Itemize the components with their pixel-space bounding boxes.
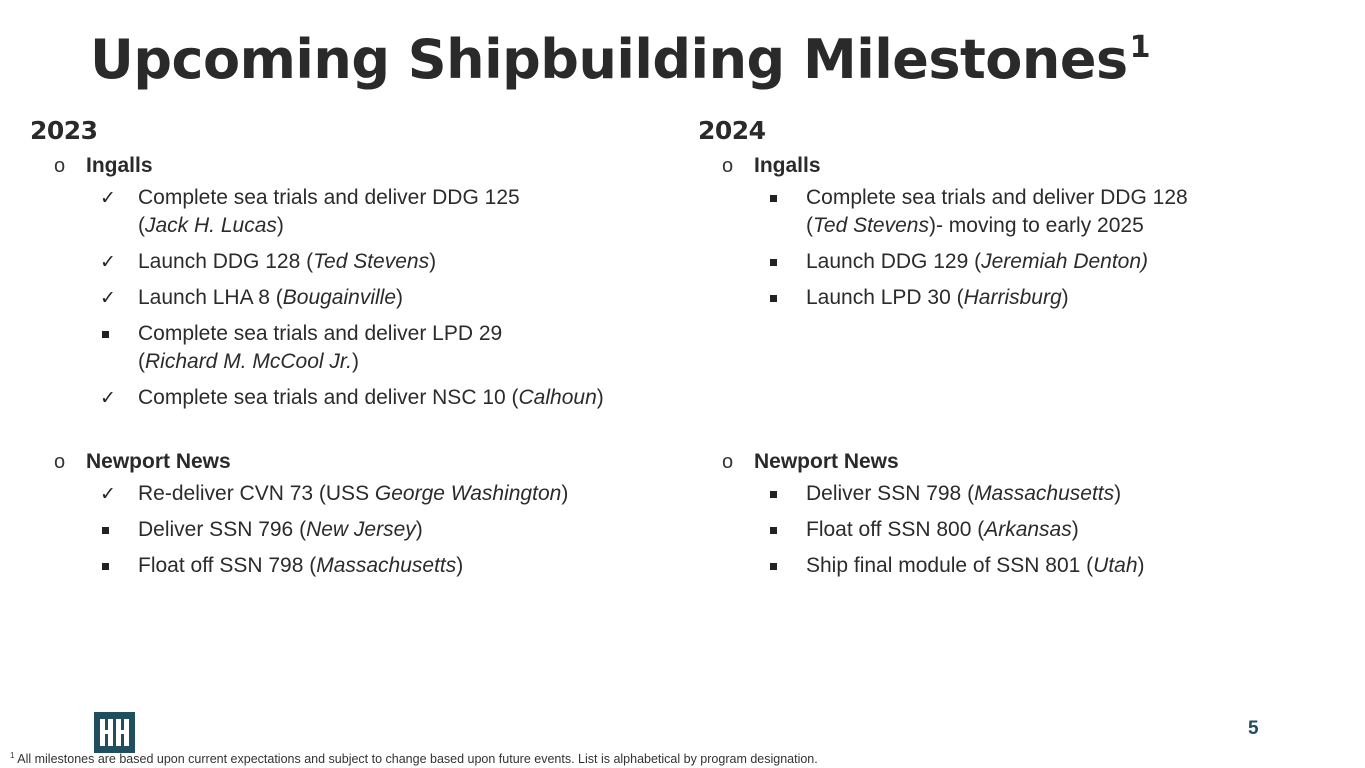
milestone-text-part: ) [1114,482,1122,505]
page-title [90,28,1150,91]
milestone-text-part: Launch LPD 30 ( [806,286,964,309]
ship-name: Bougainville [282,286,397,309]
footnote-text: All milestones are based upon current expectations and subject to change based upon future events. List is alphabetical by program designation. [14,752,818,767]
milestone-text [806,480,1358,508]
milestone-text [806,248,1358,276]
ship-name: Jack H. Lucas [145,214,277,237]
milestone-item [30,516,690,544]
hii-logo-mark [94,712,135,753]
checkmark-icon: ✓ [100,483,116,505]
ship-name: Utah [1093,554,1138,577]
page-number: 5 [1248,718,1259,739]
checkmark-icon: ✓ [100,287,116,309]
milestone-list [30,184,690,412]
year-heading: 2024 [698,116,766,145]
milestone-list [698,480,1358,580]
yard-heading [30,444,690,480]
milestone-text-part: Launch DDG 128 ( [138,250,314,273]
milestone-text-part: Complete sea trials and deliver LPD 29 [138,322,503,345]
milestone-text-part: Float off SSN 798 ( [138,554,317,577]
milestone-text-part: ) [561,482,569,505]
milestone-text [138,516,690,544]
footnote-marker: 1 [10,751,15,760]
milestone-text [138,184,690,212]
milestone-text-part: ) [1137,554,1145,577]
milestone-text-part: ( [138,214,145,237]
milestone-item [698,480,1358,508]
ship-name: Richard M. McCool Jr. [145,350,352,373]
milestone-item [698,248,1358,276]
ship-name: Massachusetts [974,482,1115,505]
yard-heading [698,148,1358,184]
title-footnote-marker: 1 [1129,30,1150,65]
ship-name: Arkansas [984,518,1072,541]
ingalls-group [698,148,1358,312]
ship-name: Calhoun [518,386,597,409]
milestone-item [698,516,1358,544]
yard-name: Newport News [86,450,231,473]
milestone-text-part: ( [138,350,145,373]
milestone-text [806,284,1358,312]
milestone-text-part: ) [1061,286,1069,309]
milestone-item [30,552,690,580]
milestone-text-part: )- moving to early 2025 [928,214,1144,237]
milestone-text-part: Complete sea trials and deliver DDG 128 [806,186,1188,209]
ship-name: New Jersey [306,518,416,541]
yard-heading [30,148,690,184]
milestone-item [698,284,1358,312]
milestone-text [138,480,690,508]
milestone-text [138,248,690,276]
milestone-item [30,284,690,312]
checkmark-icon: ✓ [100,251,116,273]
milestone-text-part: ) [596,386,604,409]
milestone-text [138,284,690,312]
ingalls-group [30,148,690,412]
milestone-list [30,480,690,580]
milestone-text-part: Complete sea trials and deliver DDG 125 [138,186,520,209]
milestone-text-part: ) [351,350,359,373]
newport-news-group [698,444,1358,588]
column-2024 [698,114,1358,577]
milestone-text [806,184,1358,212]
milestone-text [138,320,690,348]
milestone-text-part: Re-deliver CVN 73 (USS [138,482,375,505]
newport-news-group [30,444,690,588]
milestone-text [806,552,1358,580]
milestone-text-part: Launch DDG 129 ( [806,250,982,273]
checkmark-icon: ✓ [100,387,116,409]
ship-name: Jeremiah Denton) [981,250,1149,273]
ship-name: Massachusetts [316,554,457,577]
circle-bullet-icon: o [54,451,66,473]
milestone-text-part: ) [415,518,423,541]
milestone-text-part: Float off SSN 800 ( [806,518,985,541]
ship-name: Harrisburg [963,286,1062,309]
milestone-text-part: Complete sea trials and deliver NSC 10 ( [138,386,519,409]
checkmark-icon: ✓ [100,187,116,209]
milestone-text-part: Ship final module of SSN 801 ( [806,554,1094,577]
milestone-text-part: Deliver SSN 798 ( [806,482,975,505]
milestone-text-part: ) [276,214,284,237]
circle-bullet-icon: o [722,155,734,177]
ship-name: Ted Stevens [313,250,430,273]
ship-name: Ted Stevens [813,214,929,237]
milestone-item [30,480,690,508]
circle-bullet-icon: o [54,155,66,177]
milestone-text [138,552,690,580]
yard-name: Ingalls [86,154,153,177]
milestone-text-part: ) [1071,518,1079,541]
milestone-item [30,384,690,412]
column-2023 [30,114,690,577]
milestone-item [698,184,1358,240]
milestone-text-line2 [138,212,690,240]
milestone-list [698,184,1358,312]
milestone-text-part: Launch LHA 8 ( [138,286,283,309]
milestone-text-line2 [138,348,690,376]
milestone-text-part: ) [429,250,437,273]
page-title-text: Upcoming Shipbuilding Milestones [90,28,1128,91]
milestone-text [806,516,1358,544]
ship-name: George Washington [374,482,562,505]
milestone-text [138,384,690,412]
yard-name: Newport News [754,450,899,473]
milestone-text-part: ( [806,214,813,237]
milestone-item [698,552,1358,580]
milestone-item [30,184,690,240]
circle-bullet-icon: o [722,451,734,473]
milestone-text-part: ) [456,554,464,577]
milestone-text-part: Deliver SSN 796 ( [138,518,307,541]
footnote [10,751,818,766]
milestone-text-part: ) [396,286,404,309]
milestone-item [30,248,690,276]
year-heading: 2023 [30,116,98,145]
milestone-text-line2 [806,212,1358,240]
hii-logo-icon [94,712,135,753]
yard-heading [698,444,1358,480]
yard-name: Ingalls [754,154,821,177]
milestone-item [30,320,690,376]
